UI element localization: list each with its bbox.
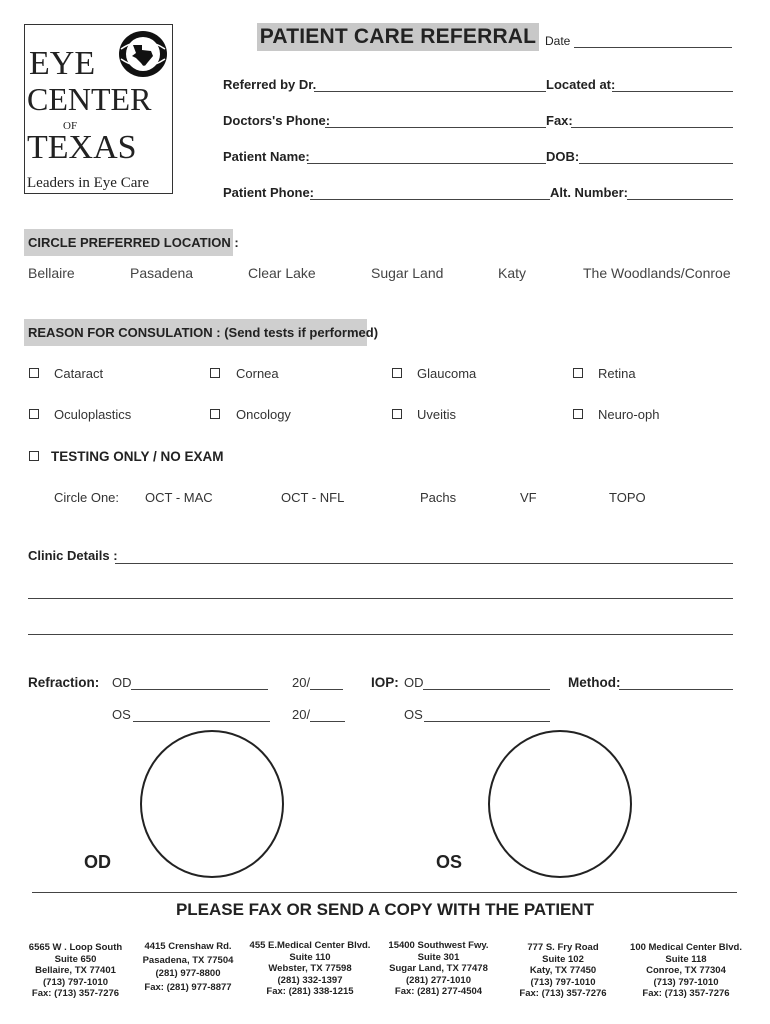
acuity-od-label: 20/ xyxy=(292,675,311,690)
glaucoma-label: Glaucoma xyxy=(417,366,477,381)
logo-text-of: OF xyxy=(63,120,78,132)
os-eye-diagram[interactable] xyxy=(488,730,632,878)
date-label: Date xyxy=(545,34,571,48)
refraction-od-label: OD xyxy=(112,675,132,690)
form-title: PATIENT CARE REFERRAL xyxy=(257,23,539,51)
oncology-checkbox[interactable] xyxy=(210,409,220,419)
refraction-os-label: OS xyxy=(112,707,131,722)
uveitis-checkbox[interactable] xyxy=(392,409,402,419)
testing-only-label: TESTING ONLY / NO EXAM xyxy=(51,449,224,464)
located-at-field[interactable] xyxy=(612,91,733,92)
retina-checkbox[interactable] xyxy=(573,368,583,378)
fax-field[interactable] xyxy=(571,127,733,128)
iop-od-field[interactable] xyxy=(423,689,550,690)
reason-heading: REASON FOR CONSULATION : (Send tests if performed) xyxy=(24,319,367,346)
test-topo[interactable]: TOPO xyxy=(609,490,646,505)
logo-text-texas: TEXAS xyxy=(27,129,137,166)
refraction-os-field[interactable] xyxy=(133,721,270,722)
os-eye-label: OS xyxy=(436,852,463,872)
refraction-label: Refraction: xyxy=(28,675,100,690)
location-clear-lake[interactable]: Clear Lake xyxy=(248,265,316,281)
location-sugar-land[interactable]: Sugar Land xyxy=(371,265,444,281)
alt-number-field[interactable] xyxy=(627,199,733,200)
date-field[interactable] xyxy=(574,47,732,48)
clinic-details-line-2[interactable] xyxy=(28,598,733,599)
clinic-details-line-1[interactable] xyxy=(115,563,733,564)
address-pasadena: 4415 Crenshaw Rd. Pasadena, TX 77504 (281) 977-8800 Fax: (281) 977-8877 xyxy=(142,941,234,993)
patient-name-field[interactable] xyxy=(307,163,546,164)
dob-field[interactable] xyxy=(579,163,733,164)
location-heading: CIRCLE PREFERRED LOCATION : xyxy=(24,229,233,256)
logo-text-center: CENTER xyxy=(27,81,152,117)
neuro-oph-checkbox[interactable] xyxy=(573,409,583,419)
test-oct-nfl[interactable]: OCT - NFL xyxy=(281,490,345,505)
patient-phone-label: Patient Phone: xyxy=(223,185,315,200)
address-katy: 777 S. Fry Road Suite 102 Katy, TX 77450 (713) 797-1010 Fax: (713) 357-7276 xyxy=(519,942,607,999)
location-pasadena[interactable]: Pasadena xyxy=(130,265,194,281)
address-sugar-land: 15400 Southwest Fwy. Suite 301 Sugar Land, TX 77478 (281) 277-1010 Fax: (281) 277-4504 xyxy=(388,940,489,997)
iop-os-field[interactable] xyxy=(424,721,550,722)
oncology-label: Oncology xyxy=(236,407,291,422)
logo-text-eye: EYE xyxy=(29,45,96,82)
cornea-checkbox[interactable] xyxy=(210,368,220,378)
fax-label: Fax: xyxy=(546,113,573,128)
alt-number-label: Alt. Number: xyxy=(550,185,628,200)
acuity-os-field[interactable] xyxy=(310,721,345,722)
neuro-oph-label: Neuro-oph xyxy=(598,407,660,422)
iop-od-label: OD xyxy=(404,675,424,690)
location-woodlands-conroe[interactable]: The Woodlands/Conroe xyxy=(583,265,731,281)
testing-only-checkbox[interactable] xyxy=(29,451,39,461)
test-vf[interactable]: VF xyxy=(520,490,537,505)
iop-label: IOP: xyxy=(371,675,399,690)
od-eye-diagram[interactable] xyxy=(140,730,284,878)
cornea-label: Cornea xyxy=(236,366,279,381)
logo-tagline: Leaders in Eye Care xyxy=(27,175,150,191)
oculoplastics-label: Oculoplastics xyxy=(54,407,132,422)
footer-divider xyxy=(32,892,737,893)
iop-os-label: OS xyxy=(404,707,423,722)
referred-by-label: Referred by Dr. xyxy=(223,77,317,92)
acuity-od-field[interactable] xyxy=(310,689,343,690)
texas-eye-icon xyxy=(117,29,169,79)
cataract-label: Cataract xyxy=(54,366,104,381)
refraction-od-field[interactable] xyxy=(131,689,268,690)
clinic-details-label: Clinic Details : xyxy=(28,548,118,563)
uveitis-label: Uveitis xyxy=(417,407,457,422)
patient-phone-field[interactable] xyxy=(310,199,550,200)
acuity-os-label: 20/ xyxy=(292,707,311,722)
test-pachs[interactable]: Pachs xyxy=(420,490,457,505)
logo xyxy=(24,24,173,194)
retina-label: Retina xyxy=(598,366,636,381)
od-eye-label: OD xyxy=(84,852,111,872)
method-label: Method: xyxy=(568,675,621,690)
circle-one-label: Circle One: xyxy=(54,490,120,505)
footer-title: PLEASE FAX OR SEND A COPY WITH THE PATIENT xyxy=(175,900,595,919)
clinic-details-line-3[interactable] xyxy=(28,634,733,635)
address-bellaire: 6565 W . Loop South Suite 650 Bellaire, TX 77401 (713) 797-1010 Fax: (713) 357-7276 xyxy=(28,942,123,999)
method-field[interactable] xyxy=(619,689,733,690)
address-webster: 455 E.Medical Center Blvd. Suite 110 Webster, TX 77598 (281) 332-1397 Fax: (281) 338-1215 xyxy=(249,940,371,997)
dob-label: DOB: xyxy=(546,149,580,164)
location-bellaire[interactable]: Bellaire xyxy=(28,265,75,281)
doctors-phone-label: Doctors's Phone: xyxy=(223,113,331,128)
located-at-label: Located at: xyxy=(546,77,616,92)
doctors-phone-field[interactable] xyxy=(325,127,546,128)
cataract-checkbox[interactable] xyxy=(29,368,39,378)
location-katy[interactable]: Katy xyxy=(498,265,527,281)
patient-name-label: Patient Name: xyxy=(223,149,310,164)
address-conroe: 100 Medical Center Blvd. Suite 118 Conroe, TX 77304 (713) 797-1010 Fax: (713) 357-7276 xyxy=(630,942,742,999)
glaucoma-checkbox[interactable] xyxy=(392,368,402,378)
test-oct-mac[interactable]: OCT - MAC xyxy=(145,490,213,505)
oculoplastics-checkbox[interactable] xyxy=(29,409,39,419)
referred-by-field[interactable] xyxy=(314,91,546,92)
